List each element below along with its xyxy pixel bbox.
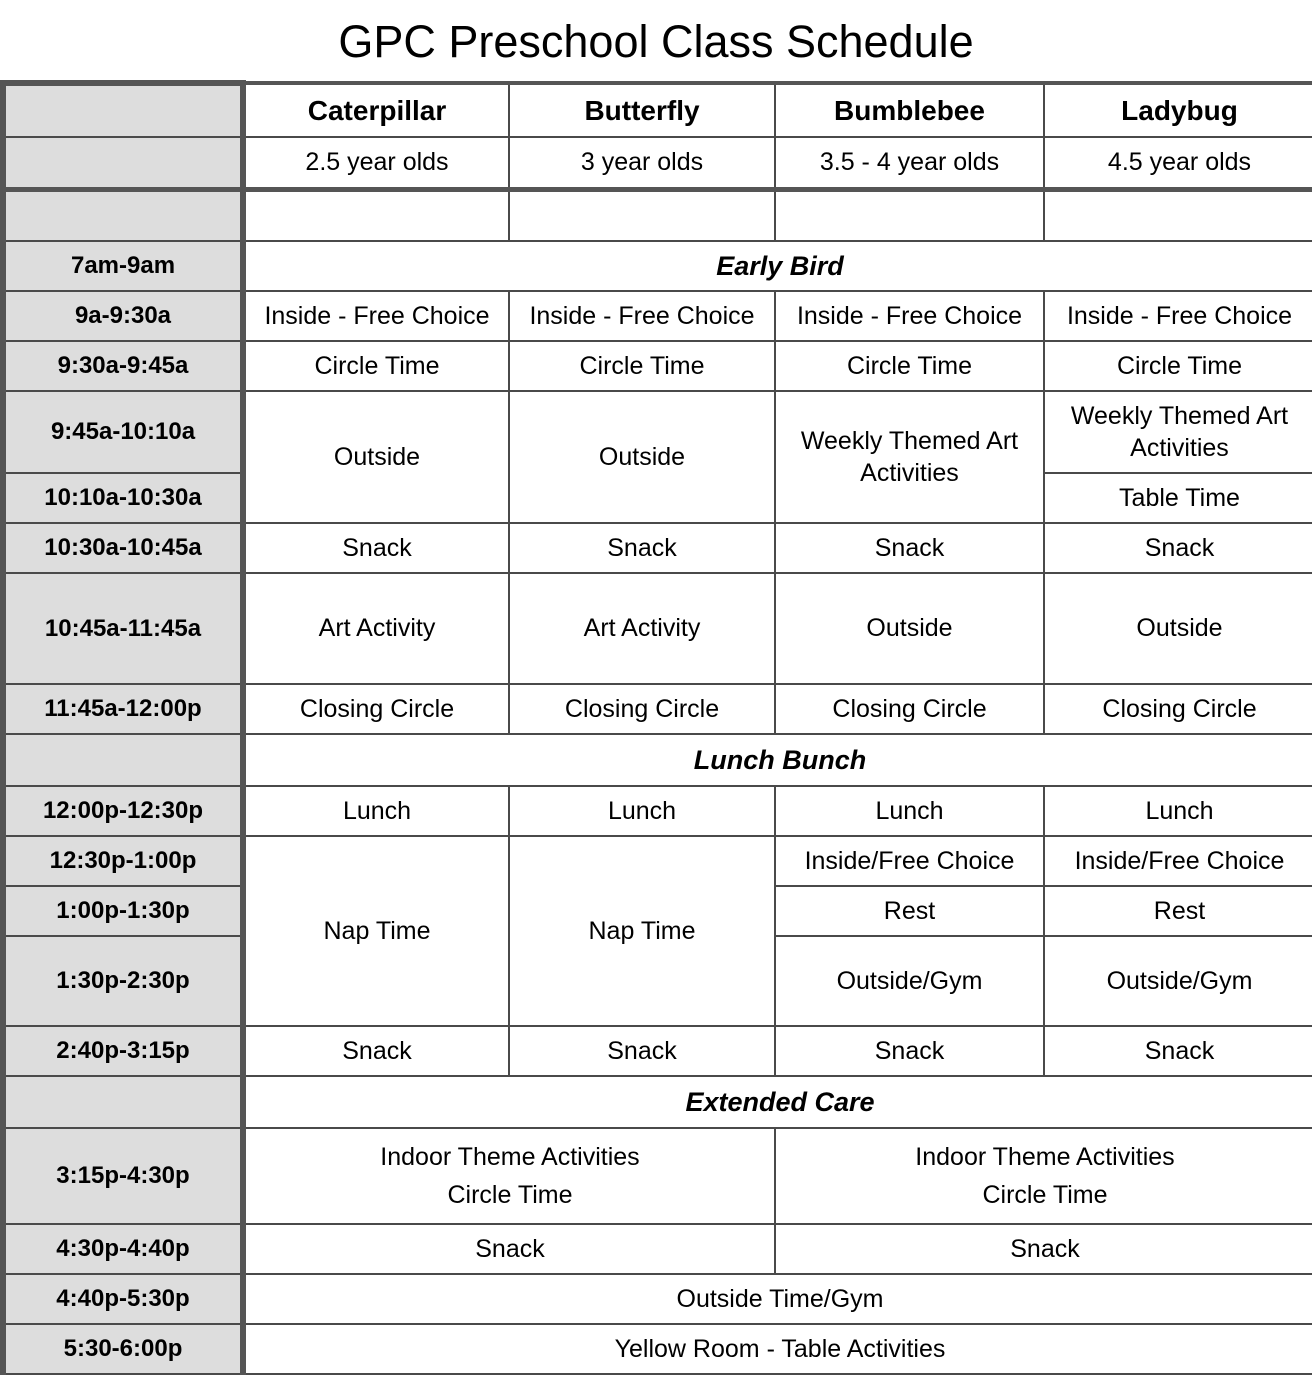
activity-cell: Outside <box>509 391 775 523</box>
activity-cell: Inside - Free Choice <box>1044 291 1312 341</box>
blank-cell <box>243 189 509 241</box>
activity-cell: Snack <box>243 1026 509 1076</box>
table-row <box>3 1224 1312 1274</box>
activity-cell: Rest <box>775 886 1044 936</box>
activity-line: Weekly Themed Art <box>800 427 1019 455</box>
activity-cell: Snack <box>1044 523 1312 573</box>
class-bumblebee: Bumblebee <box>775 83 1044 137</box>
blank-row <box>3 189 1312 241</box>
activity-cell <box>243 1128 775 1224</box>
class-name-row <box>3 83 1312 137</box>
time-slot: 1:00p-1:30p <box>3 886 243 936</box>
activity-cell: Circle Time <box>243 341 509 391</box>
activity-line: Indoor Theme Activities <box>380 1143 640 1171</box>
activity-cell: Closing Circle <box>775 684 1044 734</box>
activity-cell: Inside/Free Choice <box>1044 836 1312 886</box>
activity-cell: Snack <box>775 1224 1312 1274</box>
class-age-row <box>3 137 1312 189</box>
activity-cell: Closing Circle <box>509 684 775 734</box>
activity-cell: Outside <box>243 391 509 523</box>
table-row <box>3 1076 1312 1128</box>
activity-cell: Outside Time/Gym <box>243 1274 1312 1324</box>
time-slot: 1:30p-2:30p <box>3 936 243 1026</box>
activity-cell: Circle Time <box>775 341 1044 391</box>
time-slot: 12:00p-12:30p <box>3 786 243 836</box>
time-slot: 9:30a-9:45a <box>3 341 243 391</box>
time-slot: 2:40p-3:15p <box>3 1026 243 1076</box>
activity-cell: Inside/Free Choice <box>775 836 1044 886</box>
activity-cell: Rest <box>1044 886 1312 936</box>
time-slot: 10:30a-10:45a <box>3 523 243 573</box>
page-title: GPC Preschool Class Schedule <box>338 16 974 67</box>
class-caterpillar: Caterpillar <box>243 83 509 137</box>
activity-cell: Art Activity <box>509 573 775 684</box>
activity-cell: Lunch <box>1044 786 1312 836</box>
activity-cell: Art Activity <box>243 573 509 684</box>
time-slot: 3:15p-4:30p <box>3 1128 243 1224</box>
activity-cell: Lunch <box>509 786 775 836</box>
activity-cell: Nap Time <box>243 836 509 1026</box>
time-slot: 9:45a-10:10a <box>3 391 243 473</box>
activity-line: Indoor Theme Activities <box>915 1143 1175 1171</box>
time-slot: 10:45a-11:45a <box>3 573 243 684</box>
table-row <box>3 391 1312 473</box>
table-row <box>3 836 1312 886</box>
table-row <box>3 786 1312 836</box>
activity-cell: Outside/Gym <box>1044 936 1312 1026</box>
activity-cell: Snack <box>509 523 775 573</box>
table-row <box>3 1324 1312 1374</box>
time-slot: 12:30p-1:00p <box>3 836 243 886</box>
activity-cell: Outside <box>1044 573 1312 684</box>
activity-cell: Snack <box>775 523 1044 573</box>
activity-cell <box>775 1128 1312 1224</box>
activity-line: Circle Time <box>982 1181 1108 1209</box>
section-lunch-bunch: Lunch Bunch <box>243 734 1312 786</box>
activity-cell: Table Time <box>1044 473 1312 523</box>
blank-cell <box>509 189 775 241</box>
activity-cell: Inside - Free Choice <box>509 291 775 341</box>
table-row <box>3 684 1312 734</box>
age-butterfly: 3 year olds <box>509 137 775 189</box>
activity-cell: Yellow Room - Table Activities <box>243 1324 1312 1374</box>
activity-line: Circle Time <box>447 1181 573 1209</box>
time-blank <box>3 1076 243 1128</box>
time-slot: 5:30-6:00p <box>3 1324 243 1374</box>
activity-cell: Snack <box>509 1026 775 1076</box>
table-row <box>3 573 1312 684</box>
activity-line: Activities <box>860 459 959 487</box>
activity-cell: Inside - Free Choice <box>775 291 1044 341</box>
activity-cell <box>775 391 1044 523</box>
activity-cell: Circle Time <box>509 341 775 391</box>
time-blank <box>3 189 243 241</box>
table-row <box>3 241 1312 291</box>
activity-cell: Outside/Gym <box>775 936 1044 1026</box>
class-butterfly: Butterfly <box>509 83 775 137</box>
activity-cell: Lunch <box>775 786 1044 836</box>
activity-cell: Lunch <box>243 786 509 836</box>
section-extended-care: Extended Care <box>243 1076 1312 1128</box>
blank-cell <box>1044 189 1312 241</box>
activity-cell <box>1044 391 1312 473</box>
class-ladybug: Ladybug <box>1044 83 1312 137</box>
activity-cell: Circle Time <box>1044 341 1312 391</box>
time-slot: 4:40p-5:30p <box>3 1274 243 1324</box>
time-slot: 10:10a-10:30a <box>3 473 243 523</box>
time-slot: 11:45a-12:00p <box>3 684 243 734</box>
section-early-bird: Early Bird <box>243 241 1312 291</box>
age-ladybug: 4.5 year olds <box>1044 137 1312 189</box>
schedule-table <box>0 80 1312 1375</box>
age-caterpillar: 2.5 year olds <box>243 137 509 189</box>
activity-cell: Snack <box>1044 1026 1312 1076</box>
header-corner-2 <box>3 137 243 189</box>
activity-cell: Inside - Free Choice <box>243 291 509 341</box>
activity-cell: Snack <box>243 1224 775 1274</box>
activity-cell: Nap Time <box>509 836 775 1026</box>
table-row <box>3 1128 1312 1224</box>
table-row <box>3 523 1312 573</box>
activity-cell: Snack <box>243 523 509 573</box>
table-row <box>3 734 1312 786</box>
blank-cell <box>775 189 1044 241</box>
time-slot: 7am-9am <box>3 241 243 291</box>
activity-cell: Closing Circle <box>243 684 509 734</box>
time-blank <box>3 734 243 786</box>
table-row <box>3 1026 1312 1076</box>
activity-line: Activities <box>1130 434 1229 462</box>
table-row <box>3 341 1312 391</box>
age-bumblebee: 3.5 - 4 year olds <box>775 137 1044 189</box>
table-row <box>3 291 1312 341</box>
activity-cell: Snack <box>775 1026 1044 1076</box>
activity-line: Weekly Themed Art <box>1070 402 1289 430</box>
table-row <box>3 1274 1312 1324</box>
activity-cell: Outside <box>775 573 1044 684</box>
activity-cell: Closing Circle <box>1044 684 1312 734</box>
time-slot: 9a-9:30a <box>3 291 243 341</box>
header-corner <box>3 83 243 137</box>
time-slot: 4:30p-4:40p <box>3 1224 243 1274</box>
